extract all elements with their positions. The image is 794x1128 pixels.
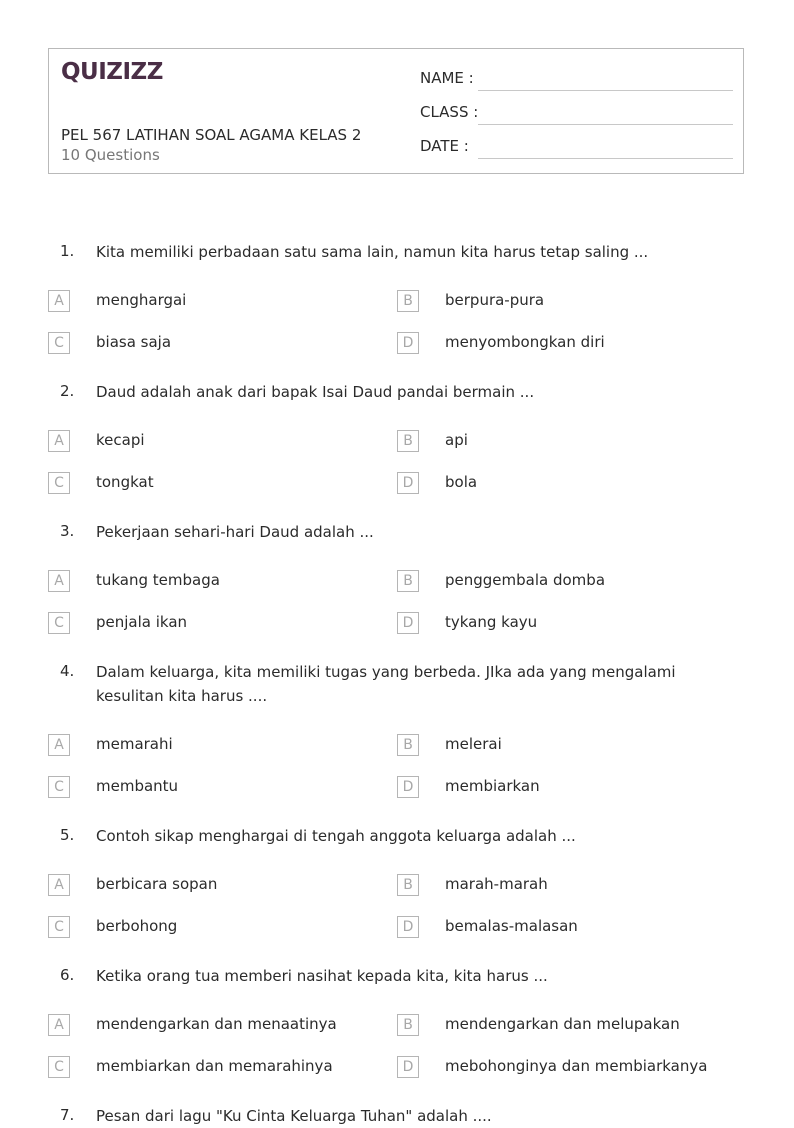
option-b-text: melerai <box>445 735 502 753</box>
option-d-box[interactable]: D <box>397 472 419 494</box>
option-b-box[interactable]: B <box>397 734 419 756</box>
class-line[interactable] <box>478 124 733 125</box>
option-b-text: mendengarkan dan melupakan <box>445 1015 680 1033</box>
class-label: CLASS : <box>420 103 479 121</box>
option-d-text: bola <box>445 473 478 491</box>
option-a-text: menghargai <box>96 291 187 309</box>
option-c-text: penjala ikan <box>96 613 188 631</box>
question-number: 5. <box>60 826 75 844</box>
option-b-text: berpura-pura <box>445 291 545 309</box>
option-d-text: bemalas-malasan <box>445 917 578 935</box>
question-text: Ketika orang tua memberi nasihat kepada kita, kita harus ... <box>96 967 548 985</box>
name-line[interactable] <box>478 90 733 91</box>
option-b-box[interactable]: B <box>397 430 419 452</box>
worksheet-header <box>48 48 744 174</box>
option-b-text: api <box>445 431 468 449</box>
question-number: 7. <box>60 1106 75 1124</box>
option-b-box[interactable]: B <box>397 290 419 312</box>
option-d-box[interactable]: D <box>397 1056 419 1078</box>
option-a-text: tukang tembaga <box>96 571 220 589</box>
option-a-box[interactable]: A <box>48 874 70 896</box>
option-c-text: membiarkan dan memarahinya <box>96 1057 333 1075</box>
question-number: 4. <box>60 662 75 680</box>
option-b-text: marah-marah <box>445 875 548 893</box>
option-c-text: membantu <box>96 777 179 795</box>
date-field[interactable] <box>420 137 733 159</box>
quizizz-logo: QUIZIZZ <box>61 59 163 85</box>
option-c-box[interactable]: C <box>48 332 70 354</box>
class-field[interactable] <box>420 103 733 125</box>
option-d-text: tykang kayu <box>445 613 538 631</box>
option-a-box[interactable]: A <box>48 290 70 312</box>
question-text: Pesan dari lagu "Ku Cinta Keluarga Tuhan" adalah .... <box>96 1107 492 1125</box>
option-c-box[interactable]: C <box>48 612 70 634</box>
option-c-box[interactable]: C <box>48 1056 70 1078</box>
name-field[interactable] <box>420 69 733 91</box>
option-c-box[interactable]: C <box>48 916 70 938</box>
option-a-text: memarahi <box>96 735 173 753</box>
option-a-box[interactable]: A <box>48 430 70 452</box>
question-number: 6. <box>60 966 75 984</box>
option-d-box[interactable]: D <box>397 776 419 798</box>
question-text: Daud adalah anak dari bapak Isai Daud pandai bermain ... <box>96 383 535 401</box>
question-text: Dalam keluarga, kita memiliki tugas yang berbeda. JIka ada yang mengalami kesulitan kita harus .... <box>96 663 676 705</box>
option-c-text: berbohong <box>96 917 178 935</box>
question-number: 2. <box>60 382 75 400</box>
option-c-text: tongkat <box>96 473 154 491</box>
option-b-box[interactable]: B <box>397 874 419 896</box>
question-number: 3. <box>60 522 75 540</box>
question-text: Kita memiliki perbadaan satu sama lain, namun kita harus tetap saling ... <box>96 243 649 261</box>
option-a-text: berbicara sopan <box>96 875 218 893</box>
option-c-box[interactable]: C <box>48 776 70 798</box>
option-d-box[interactable]: D <box>397 612 419 634</box>
question-text: Pekerjaan sehari-hari Daud adalah ... <box>96 523 374 541</box>
option-a-text: mendengarkan dan menaatinya <box>96 1015 337 1033</box>
option-a-box[interactable]: A <box>48 570 70 592</box>
question-text: Contoh sikap menghargai di tengah anggota keluarga adalah ... <box>96 827 576 845</box>
option-d-text: mebohonginya dan membiarkanya <box>445 1057 708 1075</box>
option-a-box[interactable]: A <box>48 734 70 756</box>
option-d-box[interactable]: D <box>397 332 419 354</box>
option-d-text: menyombongkan diri <box>445 333 605 351</box>
option-d-box[interactable]: D <box>397 916 419 938</box>
date-label: DATE : <box>420 137 469 155</box>
option-b-box[interactable]: B <box>397 1014 419 1036</box>
worksheet-title: PEL 567 LATIHAN SOAL AGAMA KELAS 2 <box>61 126 362 144</box>
option-b-box[interactable]: B <box>397 570 419 592</box>
option-c-text: biasa saja <box>96 333 172 351</box>
question-count: 10 Questions <box>61 146 160 164</box>
option-b-text: penggembala domba <box>445 571 606 589</box>
option-a-box[interactable]: A <box>48 1014 70 1036</box>
option-c-box[interactable]: C <box>48 472 70 494</box>
option-d-text: membiarkan <box>445 777 540 795</box>
option-a-text: kecapi <box>96 431 145 449</box>
date-line[interactable] <box>478 158 733 159</box>
question-number: 1. <box>60 242 75 260</box>
name-label: NAME : <box>420 69 474 87</box>
